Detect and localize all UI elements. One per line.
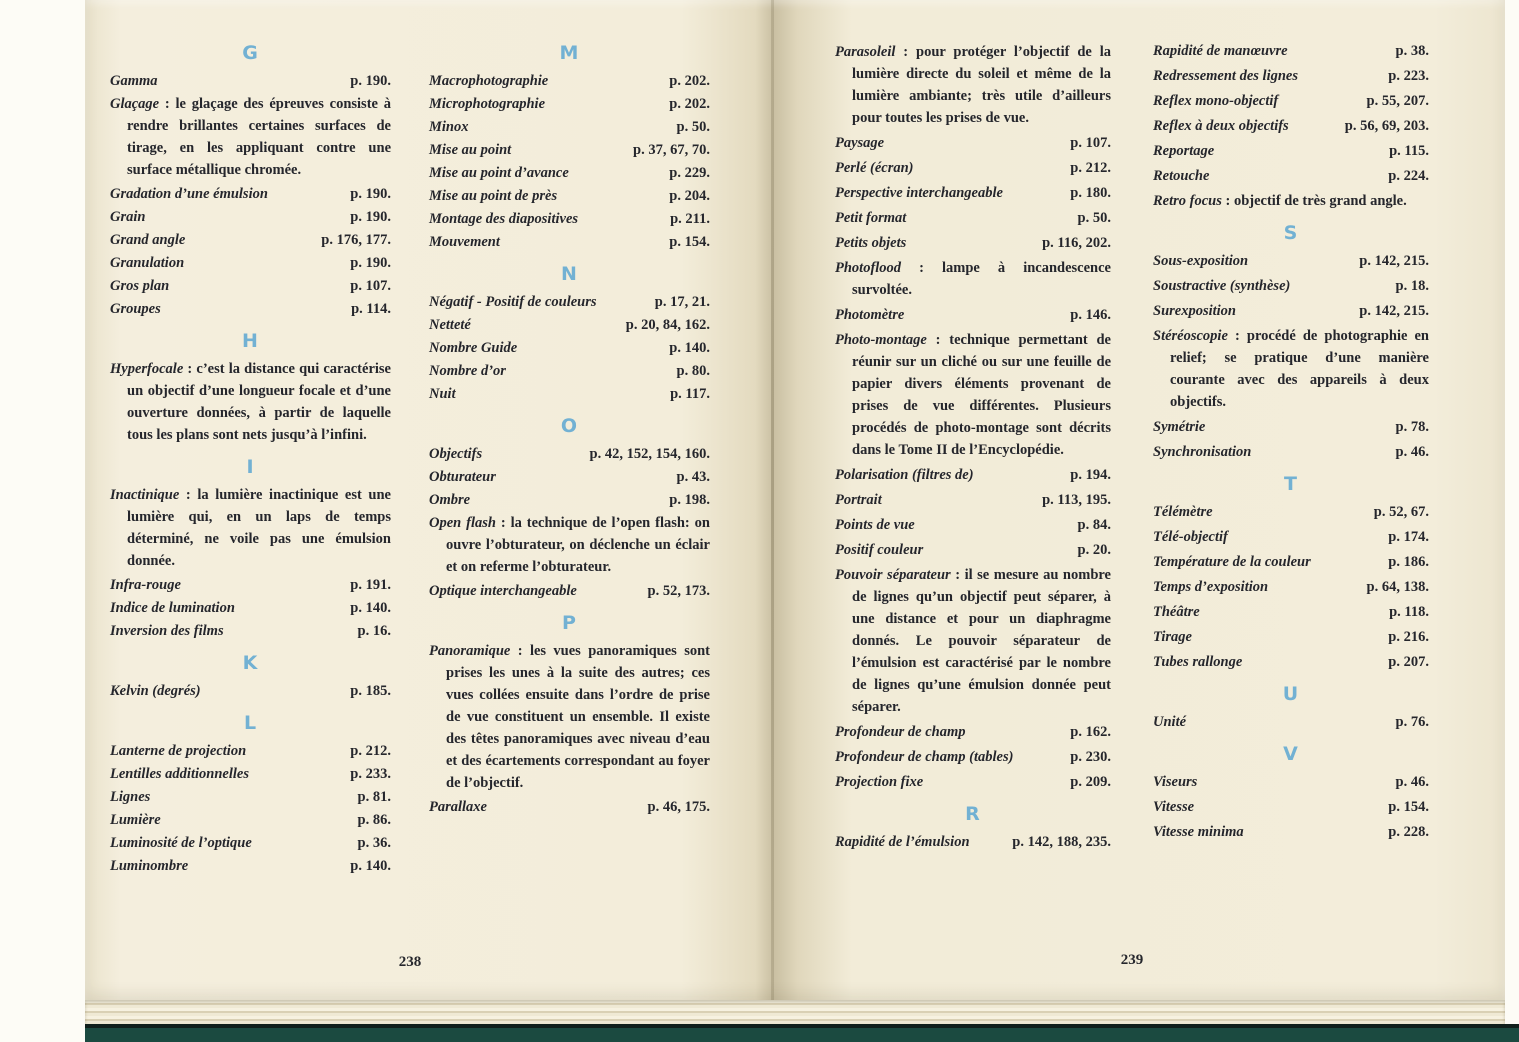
entry-term: Projection fixe [835, 774, 924, 790]
section-heading: I [246, 456, 255, 478]
page-1-col-0 [835, 40, 1111, 856]
entry-term: Tubes rallonge [1153, 654, 1243, 670]
entry-term: Unité [1153, 714, 1187, 730]
entry-pages: p. 115. [1389, 143, 1429, 159]
entry-term: Luminombre [110, 858, 189, 874]
index-entry [429, 231, 710, 253]
entry-term: Paysage [835, 135, 885, 151]
entry-term: Mouvement [429, 234, 500, 250]
entry-term: Macrophotographie [429, 73, 549, 89]
page-number-left: 238 [398, 954, 422, 970]
entry-term: Viseurs [1153, 774, 1198, 790]
page-edges [85, 1000, 1505, 1024]
index-entry [835, 539, 1111, 561]
entry-term: Lumière [110, 812, 161, 828]
entry-term: Rapidité de manœuvre [1153, 43, 1288, 59]
entry-term: Reflex mono-objectif [1153, 93, 1279, 109]
entry-term: Nuit [429, 386, 456, 402]
entry-pages: p. 107. [350, 278, 391, 294]
index-definition: Photoflood : lampe à incandescence survoltée. [835, 260, 1111, 298]
entry-term: Synchronisation [1153, 444, 1252, 460]
index-definition: Parasoleil : pour protéger l’objectif de la lumière directe du soleil et même de la lumière ambiante; très utile d’ailleurs pour toutes les prises de vue. [835, 44, 1111, 126]
entry-term: Perlé (écran) [835, 160, 914, 176]
index-entry [1153, 651, 1429, 673]
definition-text: pour protéger l’objectif de la lumière directe du soleil et même de la lumière ambiante; très utile d’ailleurs pour toutes les prises de vue. [852, 44, 1111, 126]
page-238 [110, 42, 710, 982]
index-entry [110, 763, 391, 785]
section-heading: V [1283, 743, 1299, 765]
section-heading: S [1283, 222, 1299, 244]
index-entry [110, 70, 391, 92]
entry-pages: p. 233. [350, 766, 391, 782]
entry-term: Mise au point de près [429, 188, 558, 204]
entry-term: Redressement des lignes [1153, 68, 1298, 84]
index-definition: Photo-montage : technique permettant de réunir sur un cliché ou sur une feuille de papier divers éléments provenant de prises de vue différentes. Plusieurs procédés de photo-montage sont décrits dans le Tome II de l’Encyclopédie. [835, 332, 1111, 458]
index-entry [429, 93, 710, 115]
index-entry [835, 232, 1111, 254]
index-entry [110, 275, 391, 297]
entry-term: Gradation d’une émulsion [110, 186, 268, 202]
entry-term: Télé-objectif [1153, 529, 1228, 545]
entry-pages: p. 209. [1070, 774, 1111, 790]
entry-pages: p. 212. [1070, 160, 1111, 176]
entry-term: Indice de lumination [110, 600, 235, 616]
index-entry [1153, 576, 1429, 598]
entry-term: Retouche [1153, 168, 1210, 184]
entry-pages: p. 185. [350, 683, 391, 699]
index-entry [429, 208, 710, 230]
entry-pages: p. 118. [1389, 604, 1429, 620]
definition-term: Pouvoir séparateur [835, 567, 951, 583]
index-entry [1153, 551, 1429, 573]
index-entry [429, 70, 710, 92]
entry-term: Mise au point [429, 142, 512, 158]
entry-term: Groupes [110, 301, 161, 317]
definition-text: la lumière inactinique est une lumière qui, en un laps de temps déterminé, ne voile pas une émulsion donnée. [127, 487, 391, 569]
section-heading: P [562, 612, 577, 634]
index-entry [429, 291, 710, 313]
definition-text: objectif de très grand angle. [1233, 193, 1407, 209]
index-entry [1153, 771, 1429, 793]
entry-pages: p. 146. [1070, 307, 1111, 323]
index-entry [110, 597, 391, 619]
index-entry [1153, 40, 1429, 62]
definition-text: c’est la distance qui caractérise un objectif d’une longueur focale et d’une ouverture données, à partir de laquelle tous les plans sont nets jusqu’à l’infini. [127, 361, 391, 443]
definition-text: il se mesure au nombre de lignes qu’un objectif peut séparer, à une distance et pour un diaphragme donnés. Le pouvoir séparateur de l’émulsion est caractérisé par le nombre de lignes qu’une émulsion donnée peut séparer. [852, 567, 1111, 715]
entry-pages: p. 46, 175. [647, 799, 710, 815]
index-entry [1153, 416, 1429, 438]
index-entry [835, 132, 1111, 154]
entry-term: Photomètre [835, 307, 905, 323]
index-entry [110, 252, 391, 274]
entry-pages: p. 56, 69, 203. [1344, 118, 1429, 134]
section-heading: O [560, 415, 579, 437]
entry-pages: p. 142, 215. [1359, 303, 1429, 319]
entry-pages: p. 42, 152, 154, 160. [589, 446, 710, 462]
entry-pages: p. 228. [1388, 824, 1429, 840]
entry-pages: p. 216. [1388, 629, 1429, 645]
entry-term: Petit format [835, 210, 907, 226]
page-number-right: 239 [1120, 952, 1144, 968]
entry-pages: p. 180. [1070, 185, 1111, 201]
index-entry [110, 680, 391, 702]
entry-term: Rapidité de l’émulsion [835, 834, 970, 850]
index-entry [429, 337, 710, 359]
definition-text: procédé de photographie en relief; se pratique d’une manière courante avec des appareils à deux objectifs. [1170, 328, 1429, 410]
entry-pages: p. 52, 173. [647, 583, 710, 599]
index-entry [429, 580, 710, 602]
index-entry [429, 185, 710, 207]
index-entry [429, 443, 710, 465]
entry-pages: p. 64, 138. [1366, 579, 1429, 595]
definition-term: Open flash [429, 515, 496, 531]
index-entry [1153, 165, 1429, 187]
entry-pages: p. 81. [357, 789, 391, 805]
index-entry [1153, 275, 1429, 297]
page-1-col-1 [1153, 40, 1429, 856]
index-entry [835, 746, 1111, 768]
definition-text: lampe à incandescence survoltée. [852, 260, 1111, 298]
definition-term: Retro focus [1153, 193, 1222, 209]
definition-term: Panoramique [429, 643, 511, 659]
entry-term: Tirage [1153, 629, 1192, 645]
entry-pages: p. 212. [350, 743, 391, 759]
entry-pages: p. 190. [350, 186, 391, 202]
page-0-col-1 [429, 42, 710, 878]
entry-term: Parallaxe [429, 799, 487, 815]
entry-pages: p. 142, 215. [1359, 253, 1429, 269]
entry-pages: p. 36. [357, 835, 391, 851]
index-entry [835, 771, 1111, 793]
entry-term: Perspective interchangeable [835, 185, 1003, 201]
entry-pages: p. 194. [1070, 467, 1111, 483]
entry-pages: p. 176, 177. [321, 232, 391, 248]
page-0-col-0 [110, 42, 391, 878]
entry-term: Vitesse [1153, 799, 1195, 815]
index-entry [1153, 821, 1429, 843]
entry-term: Positif couleur [835, 542, 924, 558]
entry-term: Lentilles additionnelles [110, 766, 249, 782]
entry-term: Optique interchangeable [429, 583, 577, 599]
entry-term: Polarisation (filtres de) [835, 467, 974, 483]
entry-term: Objectifs [429, 446, 483, 462]
entry-pages: p. 117. [670, 386, 710, 402]
entry-term: Luminosité de l’optique [110, 835, 252, 851]
page-239 [835, 40, 1429, 980]
index-entry [1153, 526, 1429, 548]
section-heading: K [242, 652, 259, 674]
index-entry [110, 229, 391, 251]
entry-pages: p. 52, 67. [1373, 504, 1429, 520]
entry-pages: p. 20, 84, 162. [625, 317, 710, 333]
entry-term: Grain [110, 209, 146, 225]
index-entry [1153, 300, 1429, 322]
entry-term: Nombre d’or [429, 363, 506, 379]
entry-pages: p. 202. [669, 73, 710, 89]
entry-pages: p. 202. [669, 96, 710, 112]
index-entry [110, 832, 391, 854]
entry-term: Kelvin (degrés) [110, 683, 201, 699]
index-entry [1153, 796, 1429, 818]
index-definition: Pouvoir séparateur : il se mesure au nombre de lignes qu’un objectif peut séparer, à une distance et pour un diaphragme donnés. Le pouvoir séparateur de l’émulsion est caractérisé par le nombre de lignes qu’une émulsion donnée peut séparer. [835, 567, 1111, 715]
entry-pages: p. 84. [1077, 517, 1111, 533]
entry-pages: p. 37, 67, 70. [633, 142, 710, 158]
index-entry [110, 786, 391, 808]
entry-pages: p. 140. [350, 858, 391, 874]
index-entry [429, 139, 710, 161]
index-entry [429, 383, 710, 405]
entry-pages: p. 190. [350, 209, 391, 225]
index-definition: Panoramique : les vues panoramiques sont prises les unes à la suite des autres; ces vues collées ensuite dans l’ordre de prise de vue constituent un ensemble. Il existe des têtes panoramiques avec niveau d’eau et des écartements correspondant au foyer de l’objectif. [429, 643, 710, 791]
entry-pages: p. 186. [1388, 554, 1429, 570]
page-238-columns [110, 42, 710, 878]
index-entry [835, 464, 1111, 486]
index-entry [429, 489, 710, 511]
entry-pages: p. 154. [669, 234, 710, 250]
entry-term: Minox [429, 119, 469, 135]
index-entry [1153, 441, 1429, 463]
section-heading: G [242, 42, 259, 64]
entry-pages: p. 114. [351, 301, 391, 317]
index-entry [110, 574, 391, 596]
entry-pages: p. 20. [1077, 542, 1111, 558]
index-definition: Hyperfocale : c’est la distance qui caractérise un objectif d’une longueur focale et d’une ouverture données, à partir de laquelle tous les plans sont nets jusqu’à l’infini. [110, 361, 391, 443]
section-heading: L [243, 712, 258, 734]
entry-term: Sous-exposition [1153, 253, 1249, 269]
entry-term: Petits objets [835, 235, 907, 251]
definition-term: Photo-montage [835, 332, 927, 348]
entry-term: Infra-rouge [110, 577, 181, 593]
index-entry [429, 796, 710, 818]
entry-term: Nombre Guide [429, 340, 518, 356]
entry-term: Négatif - Positif de couleurs [429, 294, 597, 310]
index-entry [835, 831, 1111, 853]
entry-pages: p. 207. [1388, 654, 1429, 670]
entry-pages: p. 230. [1070, 749, 1111, 765]
index-entry [1153, 115, 1429, 137]
definition-term: Hyperfocale [110, 361, 184, 377]
entry-pages: p. 211. [670, 211, 710, 227]
index-definition: Glaçage : le glaçage des épreuves consiste à rendre brillantes certaines surfaces de tirage, en les appliquant contre une surface métallique chromée. [110, 96, 391, 178]
entry-term: Temps d’exposition [1153, 579, 1269, 595]
section-heading: U [1282, 683, 1300, 705]
entry-term: Microphotographie [429, 96, 546, 112]
index-entry [110, 855, 391, 877]
index-entry [110, 740, 391, 762]
entry-pages: p. 140. [350, 600, 391, 616]
entry-pages: p. 204. [669, 188, 710, 204]
entry-term: Surexposition [1153, 303, 1236, 319]
index-entry [110, 206, 391, 228]
entry-pages: p. 162. [1070, 724, 1111, 740]
entry-term: Ombre [429, 492, 471, 508]
index-entry [110, 809, 391, 831]
entry-term: Profondeur de champ (tables) [835, 749, 1014, 765]
entry-pages: p. 198. [669, 492, 710, 508]
entry-term: Montage des diapositives [429, 211, 579, 227]
index-entry [835, 182, 1111, 204]
definition-term: Inactinique [110, 487, 180, 503]
index-entry [429, 116, 710, 138]
definition-term: Glaçage [110, 96, 160, 112]
index-entry [110, 620, 391, 642]
entry-pages: p. 107. [1070, 135, 1111, 151]
entry-pages: p. 43. [676, 469, 710, 485]
entry-pages: p. 113, 195. [1042, 492, 1111, 508]
entry-pages: p. 17, 21. [654, 294, 710, 310]
entry-pages: p. 50. [1077, 210, 1111, 226]
index-entry [1153, 601, 1429, 623]
entry-term: Obturateur [429, 469, 496, 485]
entry-term: Reflex à deux objectifs [1153, 118, 1289, 134]
page-239-columns [835, 40, 1429, 856]
index-entry [835, 207, 1111, 229]
entry-term: Soustractive (synthèse) [1153, 278, 1291, 294]
entry-term: Granulation [110, 255, 185, 271]
section-heading: N [561, 263, 578, 285]
section-heading: H [242, 330, 259, 352]
book-gutter [771, 0, 774, 1004]
entry-pages: p. 142, 188, 235. [1012, 834, 1111, 850]
entry-pages: p. 76. [1395, 714, 1429, 730]
index-entry [1153, 626, 1429, 648]
entry-term: Gros plan [110, 278, 170, 294]
entry-pages: p. 191. [350, 577, 391, 593]
index-entry [429, 162, 710, 184]
index-entry [110, 298, 391, 320]
index-entry [429, 314, 710, 336]
definition-text: technique permettant de réunir sur un cliché ou sur une feuille de papier divers éléments provenant de prises de vue différentes. Plusieurs procédés de photo-montage sont décrits dans le Tome II de l’Encyclopédie. [852, 332, 1111, 458]
index-entry [1153, 90, 1429, 112]
index-definition: Open flash : la technique de l’open flash: on ouvre l’obturateur, on déclenche un éclair et on referme l’obturateur. [429, 515, 710, 575]
entry-pages: p. 38. [1395, 43, 1429, 59]
entry-pages: p. 174. [1388, 529, 1429, 545]
entry-term: Inversion des films [110, 623, 224, 639]
entry-pages: p. 190. [350, 255, 391, 271]
section-heading: R [965, 803, 981, 825]
entry-term: Mise au point d’avance [429, 165, 569, 181]
entry-term: Vitesse minima [1153, 824, 1244, 840]
definition-term: Photoflood [835, 260, 902, 276]
index-entry [835, 304, 1111, 326]
index-definition: Stéréoscopie : procédé de photographie en relief; se pratique d’une manière courante avec des appareils à deux objectifs. [1153, 328, 1429, 410]
index-definition: Retro focus : objectif de très grand angle. [1153, 193, 1407, 209]
entry-term: Théâtre [1153, 604, 1200, 620]
entry-pages: p. 154. [1388, 799, 1429, 815]
index-entry [429, 466, 710, 488]
entry-pages: p. 223. [1388, 68, 1429, 84]
entry-pages: p. 50. [676, 119, 710, 135]
entry-term: Symétrie [1153, 419, 1206, 435]
index-entry [1153, 501, 1429, 523]
index-entry [1153, 65, 1429, 87]
entry-pages: p. 46. [1395, 774, 1429, 790]
entry-pages: p. 18. [1395, 278, 1429, 294]
entry-term: Lanterne de projection [110, 743, 247, 759]
index-entry [835, 514, 1111, 536]
definition-text: le glaçage des épreuves consiste à rendre brillantes certaines surfaces de tirage, en les appliquant contre une surface métallique chromée. [127, 96, 391, 178]
entry-term: Grand angle [110, 232, 186, 248]
section-heading: M [559, 42, 580, 64]
index-definition: Inactinique : la lumière inactinique est une lumière qui, en un laps de temps déterminé, ne voile pas une émulsion donnée. [110, 487, 391, 569]
entry-term: Gamma [110, 73, 158, 89]
entry-term: Profondeur de champ [835, 724, 966, 740]
index-entry [1153, 250, 1429, 272]
index-entry [110, 183, 391, 205]
entry-pages: p. 86. [357, 812, 391, 828]
entry-pages: p. 80. [676, 363, 710, 379]
entry-term: Température de la couleur [1153, 554, 1311, 570]
definition-text: les vues panoramiques sont prises les unes à la suite des autres; ces vues collées ensuite dans l’ordre de prise de vue constituent un ensemble. Il existe des têtes panoramiques avec niveau d’eau et des écartements correspondant au foyer de l’objectif. [446, 643, 710, 791]
index-entry [835, 157, 1111, 179]
entry-pages: p. 78. [1395, 419, 1429, 435]
entry-pages: p. 140. [669, 340, 710, 356]
definition-text: la technique de l’open flash: on ouvre l’obturateur, on déclenche un éclair et on referme l’obturateur. [446, 515, 710, 575]
definition-term: Stéréoscopie [1153, 328, 1228, 344]
definition-term: Parasoleil [835, 44, 896, 60]
entry-term: Portrait [835, 492, 882, 508]
index-entry [835, 489, 1111, 511]
index-entry [1153, 140, 1429, 162]
index-entry [1153, 711, 1429, 733]
index-entry [835, 721, 1111, 743]
entry-term: Reportage [1153, 143, 1215, 159]
entry-term: Lignes [110, 789, 151, 805]
entry-term: Points de vue [835, 517, 915, 533]
entry-pages: p. 16. [357, 623, 391, 639]
entry-pages: p. 229. [669, 165, 710, 181]
entry-pages: p. 55, 207. [1366, 93, 1429, 109]
entry-pages: p. 190. [350, 73, 391, 89]
entry-term: Netteté [429, 317, 471, 333]
entry-pages: p. 46. [1395, 444, 1429, 460]
entry-pages: p. 116, 202. [1042, 235, 1111, 251]
entry-pages: p. 224. [1388, 168, 1429, 184]
section-heading: T [1284, 473, 1298, 495]
entry-term: Télémètre [1153, 504, 1213, 520]
index-entry [429, 360, 710, 382]
book-cover [85, 1024, 1519, 1042]
